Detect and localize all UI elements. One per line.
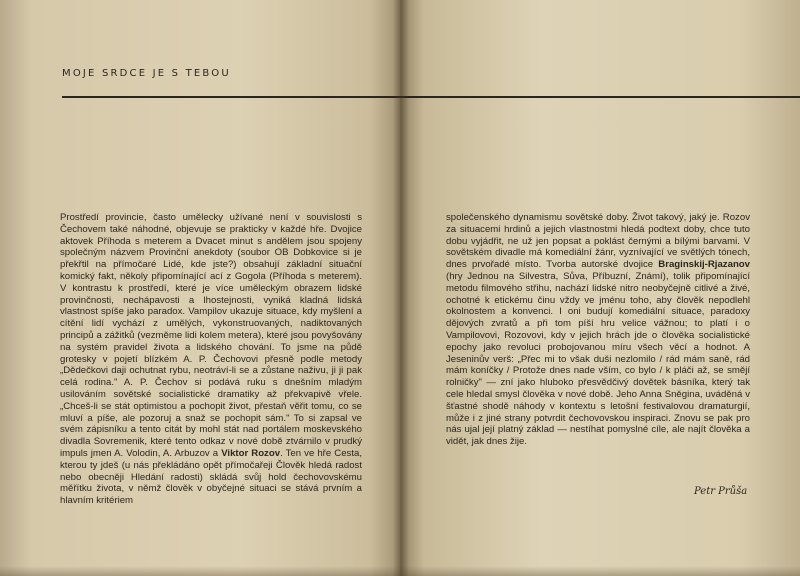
- right-text-part-1: společenského dynamismu sovětské doby. Život takový, jaký je. Rozov za situacemi hrdinů a jejich vlastnostmi hledá podtext doby, chce tuto dobu vyjádřit, ne už jen popsat a poklást černými a bílými barvami. V sovětském divadle má komediální žánr, vyznívající ve světlých tónech, dnes prvořadé místo. Tvorba autorské dvojice: [446, 212, 750, 271]
- left-text-part-1: Prostředí provincie, často umělecky užívané není v souvislosti s Čechovem také náhodné, objevuje se prakticky v každé hře. Dvojice aktovek Příhoda s meterem a Dvacet minut s andělem jsou spojeny společným názvem Provinční anekdoty (soubor OB Dobkovice si je překřtil na přímočaré Lidé, kde jste?) obsahují základní situační komický fakt, několy připomínající ací z Gogola (Příhoda s meterem). V kontrastu k prostředí, které je více uměleckým obrazem lidské provinčnosti, nechápavosti a lhostejnosti, vyniká kladná lidská vlastnost spíše jako paradox. Vampilov ukazuje situace, kdy myšlení a cítění lidí vychází z umělých, vykonstruovaných, nadiktovaných principů a zážitků (vezměme lidi kolem meterа), které jsou povyšovány na systém pravidel života a lidského chování. To jsme na půdě grotesky v pojetí blízkém A. P. Čechovovi přesně podle metody „Dědečkovi daji ochutnat rybu, neotráví-li se a zůstane naživu, ji ji pak celá rodina." A. P. Čechov si podává ruku s dnešním mladým usilováním sovětské socialistické dramatiky až překvapivě vřele. „Chceš-li se stát optimistou a pochopit život, přestaň věřit tomu, co se mluví a píše, ale pozoruj a snaž se pochopit sám." To si zapsal ve svém zápisníku a tento citát by mohl stát nad portálem moskevského divadla Sovremenik, které tento odkaz v nové době ztvárnilo v prudký impuls jmen A. Volodin, A. Arbuzov a: [60, 212, 362, 459]
- right-text-part-2: (hry Jednou na Silvestra, Sůva, Příbuzní, Známí), tolik připomínající metodu filmového střihu, nachází lidské nitro neobyčejně citlivé a živé, ochotné k etickému činu vždy ve jménu toho, aby člověk nepodlehl okolnostem a konvenci. I oni budují komediální situace, paradoxy dějových zvratů a při tom píší hru velice vážnou; to platí i o Vampilovovi, Rozovovi, kdy v jejich hrách jde o člověka socialistické epochy jako revoluci probojovanou míru všech věcí a hodnot. A Jeseninův verš: „Přec mi to však duši nezlomilo / rád mám saně, rád mám koníčky / Protože dnes nade vším, co bylo / k pláči až, se smějí rolničky" — zní jako hluboko přesvědčivý dovětek básníka, který tak cele hledal smysl člověka v nové době. Jeho Anna Sněgina, uváděná v šťastné shodě náhody v kontextu s letošní festivalovou dramaturgií, může i z jiné strany potvrdit čechovovskou inspiraci. Znovu se pak pro nás ujal její platný základ — nestíhat pomyslné cíle, ale najít člověka a vidět, jak dnes žije.: [446, 270, 750, 448]
- header-rule-left: [62, 96, 402, 98]
- left-text-part-2: . Ten ve hře Cesta, kterou ty jdeš (u nás překládáno opět přímočařeji Člověk hledá radost nebo obecněji Hledání radosti) skládá svůj hold čechovovskému měřítku života, v němž člověk v obyčejné situaci se stává prvním a hlavním kritériem: [60, 447, 363, 507]
- book-gutter-shadow: [393, 0, 409, 576]
- header-rule-right: [400, 96, 800, 98]
- right-text-column: [446, 212, 750, 448]
- left-paragraph: [60, 212, 362, 507]
- right-paragraph: [446, 212, 750, 448]
- running-head: MOJE SRDCE JE S TEBOU: [62, 68, 231, 79]
- author-signature: Petr Průša: [694, 486, 748, 497]
- left-text-column: [60, 212, 362, 507]
- bottom-edge-shadow: [0, 566, 800, 576]
- bold-name-rozov: Viktor Rozov: [221, 447, 281, 459]
- bold-name-braginskij: Braginskij-Rjazanov: [658, 259, 750, 271]
